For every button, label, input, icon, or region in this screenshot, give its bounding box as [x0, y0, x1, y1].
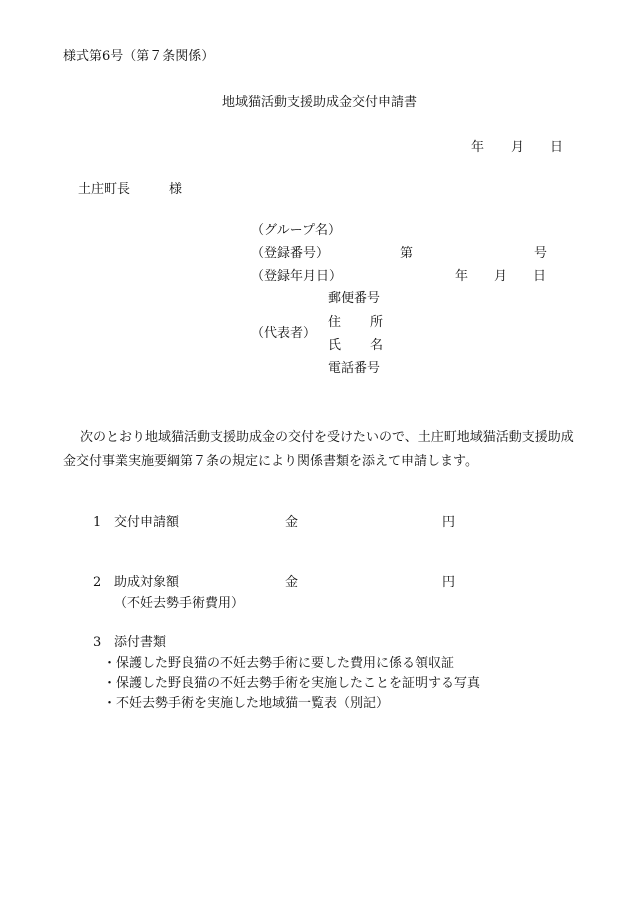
registration-date-label: （登録年月日）: [251, 269, 343, 284]
date-year: 年: [471, 140, 485, 155]
item-3-label: 添付書類: [114, 635, 167, 650]
name-label-a: 氏: [328, 338, 342, 353]
date-month: 月: [511, 140, 525, 155]
body-line-2: 金交付事業実施要綱第７条の規定により関係書類を添えて申請します。: [63, 454, 478, 469]
name-label-b: 名: [370, 338, 384, 353]
attachment-item: ・不妊去勢手術を実施した地域猫一覧表（別記）: [103, 696, 390, 711]
item-1-number: 1: [93, 515, 102, 530]
addressee-honorific: 様: [169, 182, 183, 197]
postal-code-label: 郵便番号: [328, 291, 381, 306]
document-title: 地域猫活動支援助成金交付申請書: [222, 95, 418, 110]
registration-number-suffix: 号: [534, 246, 548, 261]
item-1-yen: 円: [442, 515, 456, 530]
attachment-item: ・保護した野良猫の不妊去勢手術を実施したことを証明する写真: [103, 676, 481, 691]
registration-date-month: 月: [494, 269, 508, 284]
item-3-number: 3: [93, 635, 102, 650]
item-2-kin: 金: [285, 575, 299, 590]
registration-date-year: 年: [455, 269, 469, 284]
body-line-1: 次のとおり地域猫活動支援助成金の交付を受けたいので、土庄町地域猫活動支援助成: [80, 430, 574, 445]
registration-number-label: （登録番号）: [251, 246, 330, 261]
item-2-number: 2: [93, 575, 102, 590]
address-label-b: 所: [370, 315, 384, 330]
attachment-item: ・保護した野良猫の不妊去勢手術に要した費用に係る領収証: [103, 656, 455, 671]
item-1-label: 交付申請額: [114, 515, 180, 530]
item-2-yen: 円: [442, 575, 456, 590]
address-label-a: 住: [328, 315, 342, 330]
form-number: 様式第6号（第７条関係）: [63, 49, 215, 64]
addressee-name: 土庄町長: [78, 182, 131, 197]
item-2-note: （不妊去勢手術費用）: [114, 596, 245, 611]
phone-label: 電話番号: [328, 361, 381, 376]
date-day: 日: [550, 140, 564, 155]
item-2-label: 助成対象額: [114, 575, 180, 590]
group-name-label: （グループ名）: [251, 223, 341, 238]
item-1-kin: 金: [285, 515, 299, 530]
registration-date-day: 日: [533, 269, 547, 284]
registration-number-prefix: 第: [400, 246, 414, 261]
representative-label: （代表者）: [251, 326, 317, 341]
